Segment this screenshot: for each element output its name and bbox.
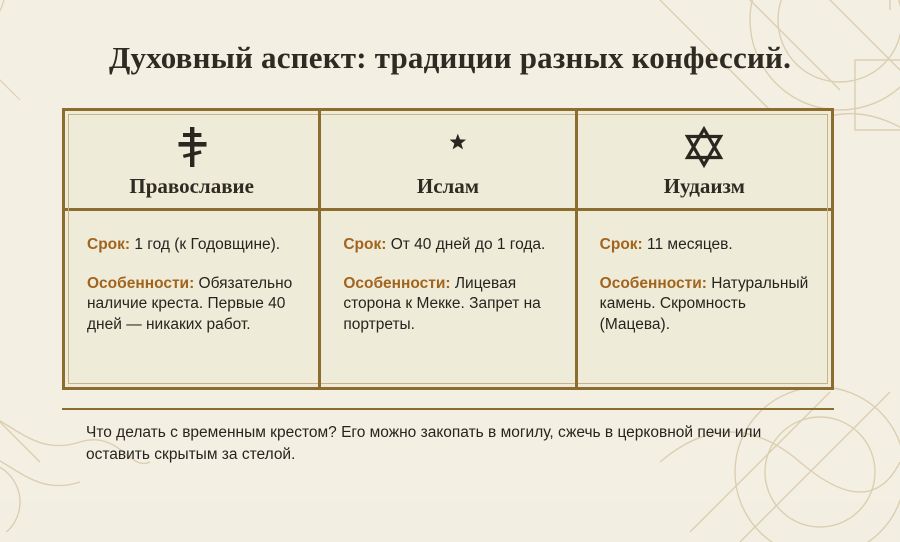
fact-value: От 40 дней до 1 года. — [390, 236, 546, 253]
table-cell-islam — [318, 211, 574, 387]
fact-label: Срок: — [343, 236, 387, 253]
page-title: Духовный аспект: традиции разных конфессий. — [108, 40, 792, 75]
fact-label: Особенности: — [343, 274, 451, 292]
religion-name: Православие — [129, 174, 254, 198]
fact-term — [343, 235, 554, 256]
table-header-islam — [318, 111, 574, 208]
fact-value: 11 месяцев. — [647, 236, 733, 253]
religion-name: Иудаизм — [663, 174, 745, 198]
fact-label: Срок: — [87, 236, 131, 253]
fact-value: Лицевая сторона к Мекке. Запрет на портреты. — [343, 274, 541, 333]
fact-label: Срок: — [599, 236, 643, 253]
footer-note: Что делать с временным крестом? Его можно закопать в могилу, сжечь в церковной печи или оставить скрытым за стелой. — [62, 408, 834, 467]
fact-features — [87, 274, 298, 336]
traditions-table — [62, 108, 834, 390]
star-of-david-icon — [683, 124, 725, 170]
table-header-judaism — [575, 111, 831, 208]
table-header-row — [65, 111, 831, 211]
table-cell-orthodoxy — [65, 211, 318, 387]
fact-value: Натуральный камень. Скромность (Мацева). — [599, 274, 809, 333]
fact-features — [600, 274, 811, 336]
orthodox-cross-icon — [177, 124, 207, 170]
fact-term — [600, 235, 811, 256]
table-header-orthodoxy — [65, 111, 318, 208]
fact-label: Особенности: — [599, 274, 707, 292]
fact-value: 1 год (к Годовщине). — [134, 236, 281, 253]
fact-term — [87, 235, 298, 256]
fact-value: Обязательно наличие креста. Первые 40 дней — никаких работ. — [87, 274, 293, 333]
table-body-row — [65, 211, 831, 387]
table-cell-judaism — [575, 211, 831, 387]
crescent-star-icon — [424, 124, 472, 170]
fact-features — [343, 274, 554, 336]
religion-name: Ислам — [416, 174, 480, 198]
fact-label: Особенности: — [87, 274, 195, 292]
